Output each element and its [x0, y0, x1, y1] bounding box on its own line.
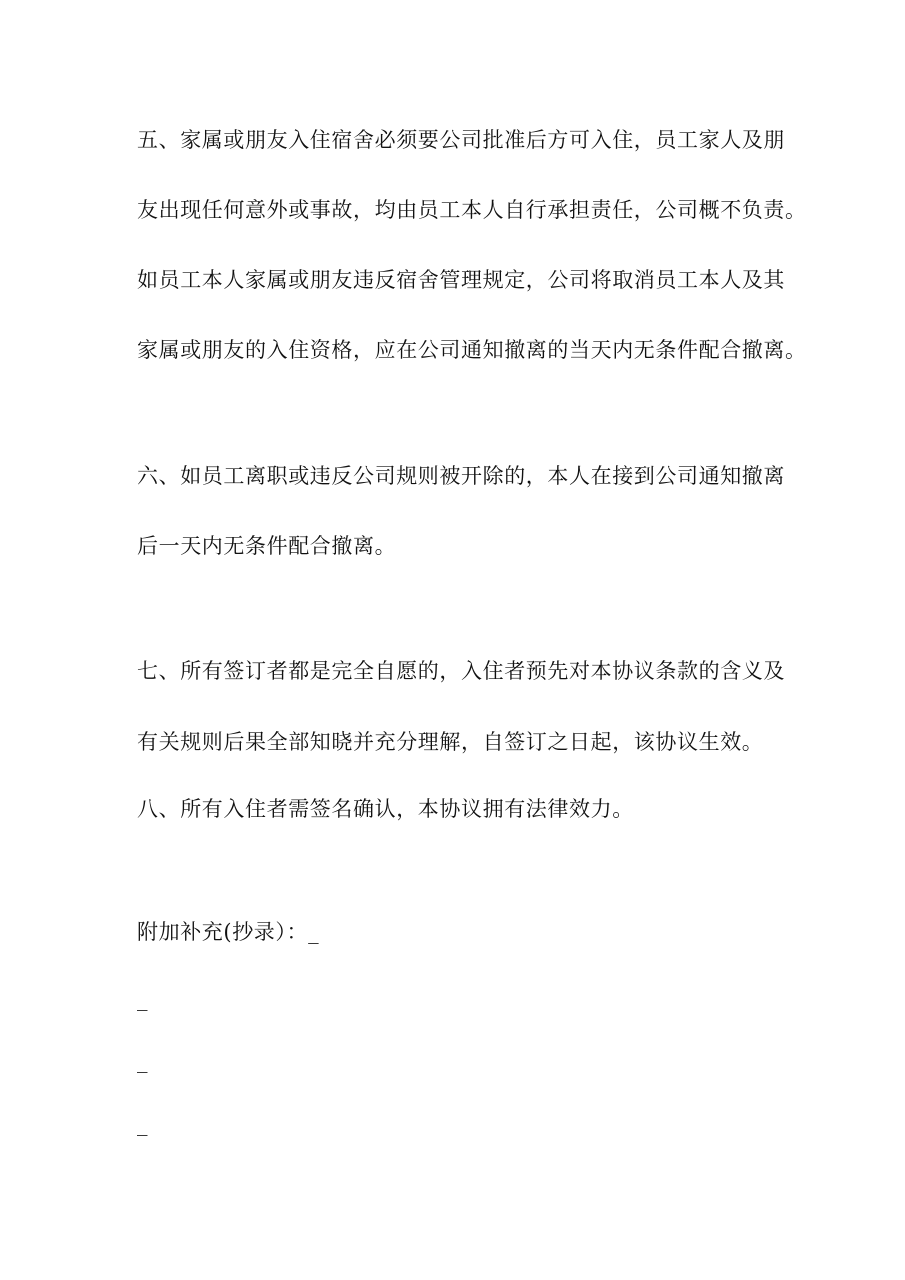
supplement-label: 附加补充(抄录）：_: [137, 920, 320, 944]
supplement-blank-1: _: [137, 987, 149, 1011]
clause-5-line-1: 五、家属或朋友入住宿舍必须要公司批准后方可入住，员工家人及朋: [137, 128, 785, 152]
supplement-blank-2: _: [137, 1049, 149, 1073]
clause-8-line-1: 八、所有入住者需签名确认，本协议拥有法律效力。: [137, 797, 634, 821]
clause-6-line-1: 六、如员工离职或违反公司规则被开除的，本人在接到公司通知撤离: [137, 464, 785, 488]
clause-7-line-2: 有关规则后果全部知晓并充分理解，自签订之日起，该协议生效。: [137, 730, 764, 754]
clause-7-line-1: 七、所有签订者都是完全自愿的，入住者预先对本协议条款的含义及: [137, 659, 785, 683]
clause-6-line-2: 后一天内无条件配合撤离。: [137, 534, 397, 558]
supplement-blank-3: _: [137, 1112, 149, 1136]
clause-5-line-4: 家属或朋友的入住资格，应在公司通知撤离的当天内无条件配合撤离。: [137, 338, 807, 362]
clause-5-line-3: 如员工本人家属或朋友违反宿舍管理规定，公司将取消员工本人及其: [137, 268, 785, 292]
clause-5-line-2: 友出现任何意外或事故，均由员工本人自行承担责任，公司概不负责。: [137, 198, 807, 222]
